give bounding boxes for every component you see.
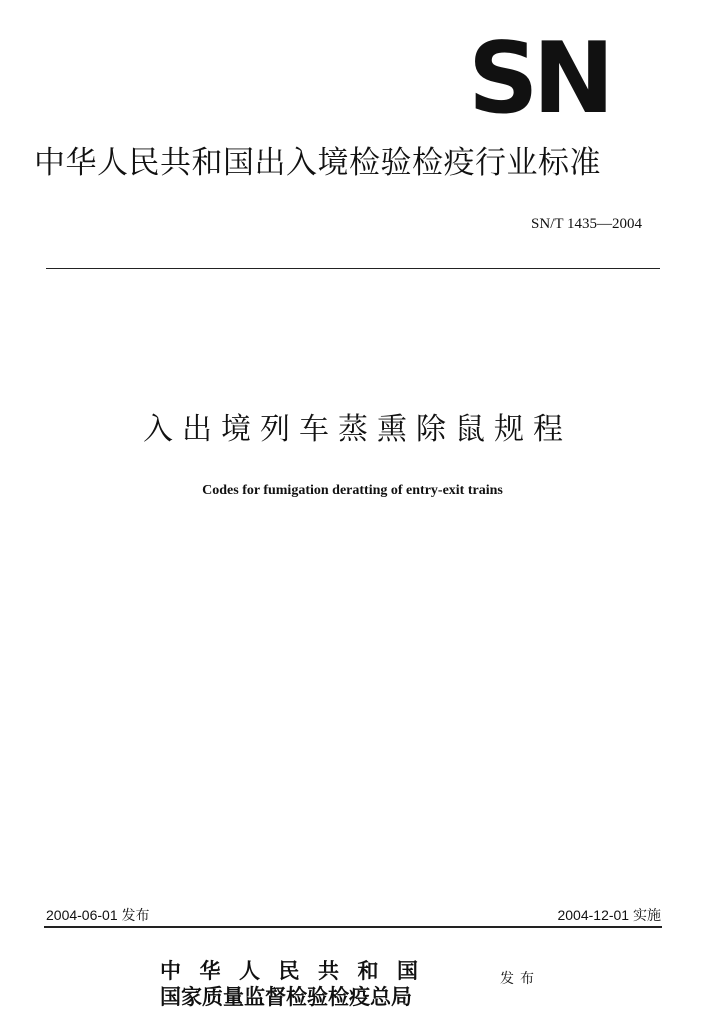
publish-date: 2004-06-01 发布 <box>46 907 150 923</box>
sn-logo: SN <box>468 22 609 136</box>
header-divider <box>46 268 660 269</box>
document-title-cn: 入出境列车蒸熏除鼠规程 <box>143 412 572 447</box>
effective-date: 2004-12-01 实施 <box>557 907 661 923</box>
standard-category-heading: 中华人民共和国出入境检验检疫行业标准 <box>34 145 601 181</box>
issuer-agency: 国家质量监督检验检疫总局 <box>160 984 412 1009</box>
footer-divider <box>44 926 662 928</box>
issuer-country: 中华人民共和国 <box>160 958 437 983</box>
standard-number: SN/T 1435—2004 <box>531 216 642 232</box>
document-title-en: Codes for fumigation deratting of entry-exit trains <box>202 483 503 498</box>
issue-label: 发布 <box>500 971 540 987</box>
issuer-block <box>160 958 490 1010</box>
